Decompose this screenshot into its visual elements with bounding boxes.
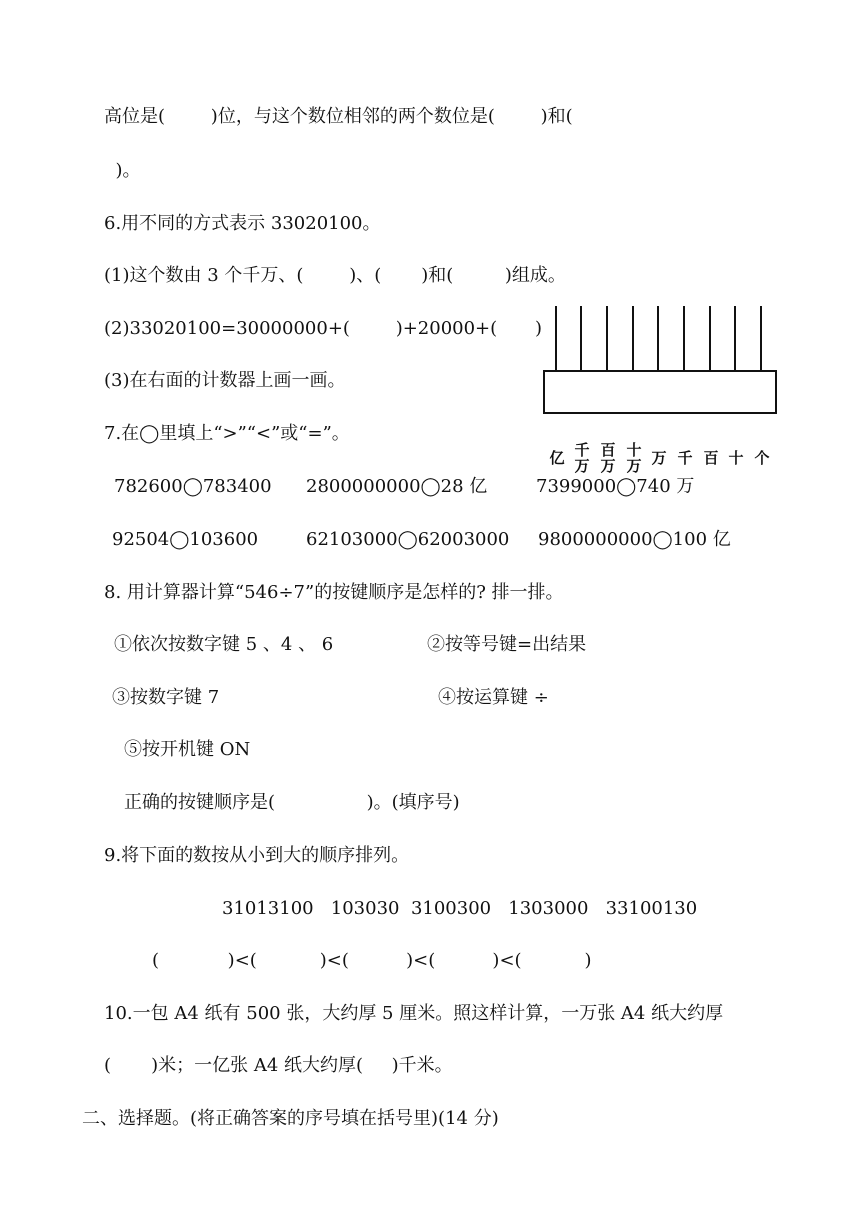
q8-step2: ②按等号键=出结果 [427, 634, 587, 655]
q7-row2-item1: 92504◯103600 [112, 529, 259, 550]
q6-title: 6.用不同的方式表示 33020100。 [104, 213, 381, 234]
abacus-base [543, 370, 777, 475]
abacus-rod [760, 306, 762, 372]
abacus-rod [632, 306, 634, 372]
abacus-rod [683, 306, 685, 372]
place-label: 万 [651, 449, 667, 467]
place-label: 个 [754, 449, 770, 467]
q9-title: 9.将下面的数按从小到大的顺序排列。 [104, 845, 410, 866]
abacus-rod [734, 306, 736, 372]
counting-frame [543, 306, 779, 475]
line-continuation: )。 [104, 160, 141, 181]
abacus-rod [657, 306, 659, 372]
abacus-rod [580, 306, 582, 372]
place-label: 千 万 [574, 441, 590, 475]
q8-step3: ③按数字键 7 [112, 687, 220, 708]
q7-row1-item2: 2800000000◯28 亿 [306, 476, 488, 497]
q9-numbers: 31013100 103030 3100300 1303000 33100130 [222, 898, 698, 919]
place-label: 亿 [549, 449, 565, 467]
q8-step4: ④按运算键 ÷ [438, 687, 549, 708]
q7-row1-item1: 782600◯783400 [114, 476, 272, 497]
q10-line2: ( )米；一亿张 A4 纸大约厚( )千米。 [104, 1055, 453, 1076]
q6-part3: (3)在右面的计数器上画一画。 [104, 370, 346, 391]
q7-row1-item3: 7399000◯740 万 [536, 476, 695, 497]
q7-row2-item3: 9800000000◯100 亿 [538, 529, 731, 550]
place-label: 十 [728, 449, 744, 467]
place-label: 百 万 [600, 441, 616, 475]
section-two-heading: 二、选择题。(将正确答案的序号填在括号里)(14 分) [82, 1108, 499, 1129]
place-label: 百 [703, 449, 719, 467]
q8-title: 8. 用计算器计算“546÷7”的按键顺序是怎样的? 排一排。 [104, 582, 564, 603]
q6-part1: (1)这个数由 3 个千万、( )、( )和( )组成。 [104, 265, 566, 286]
q6-part2-close-paren: ) [535, 318, 543, 339]
q8-step5: ⑤按开机键 ON [124, 739, 251, 760]
abacus-rod [555, 306, 557, 372]
q7-row2-item2: 62103000◯62003000 [306, 529, 510, 550]
q8-step1: ①依次按数字键 5 、4 、 6 [114, 634, 334, 655]
q10-line1: 10.一包 A4 纸有 500 张，大约厚 5 厘米。照这样计算，一万张 A4 纸大约厚 [104, 1003, 724, 1024]
abacus-rod [606, 306, 608, 372]
q9-answer-blanks: ( )<( )<( )<( )<( ) [152, 950, 592, 971]
place-label: 千 [677, 449, 693, 467]
q7-title: 7.在◯里填上“>”“<”或“=”。 [104, 423, 350, 444]
place-label: 十 万 [626, 441, 642, 475]
line-highest-place: 高位是( )位，与这个数位相邻的两个数位是( )和( [104, 106, 573, 127]
q6-part2: (2)33020100=30000000+( )+20000+( [104, 318, 498, 339]
abacus-rod [709, 306, 711, 372]
q8-answer: 正确的按键顺序是( )。(填序号) [124, 792, 460, 813]
